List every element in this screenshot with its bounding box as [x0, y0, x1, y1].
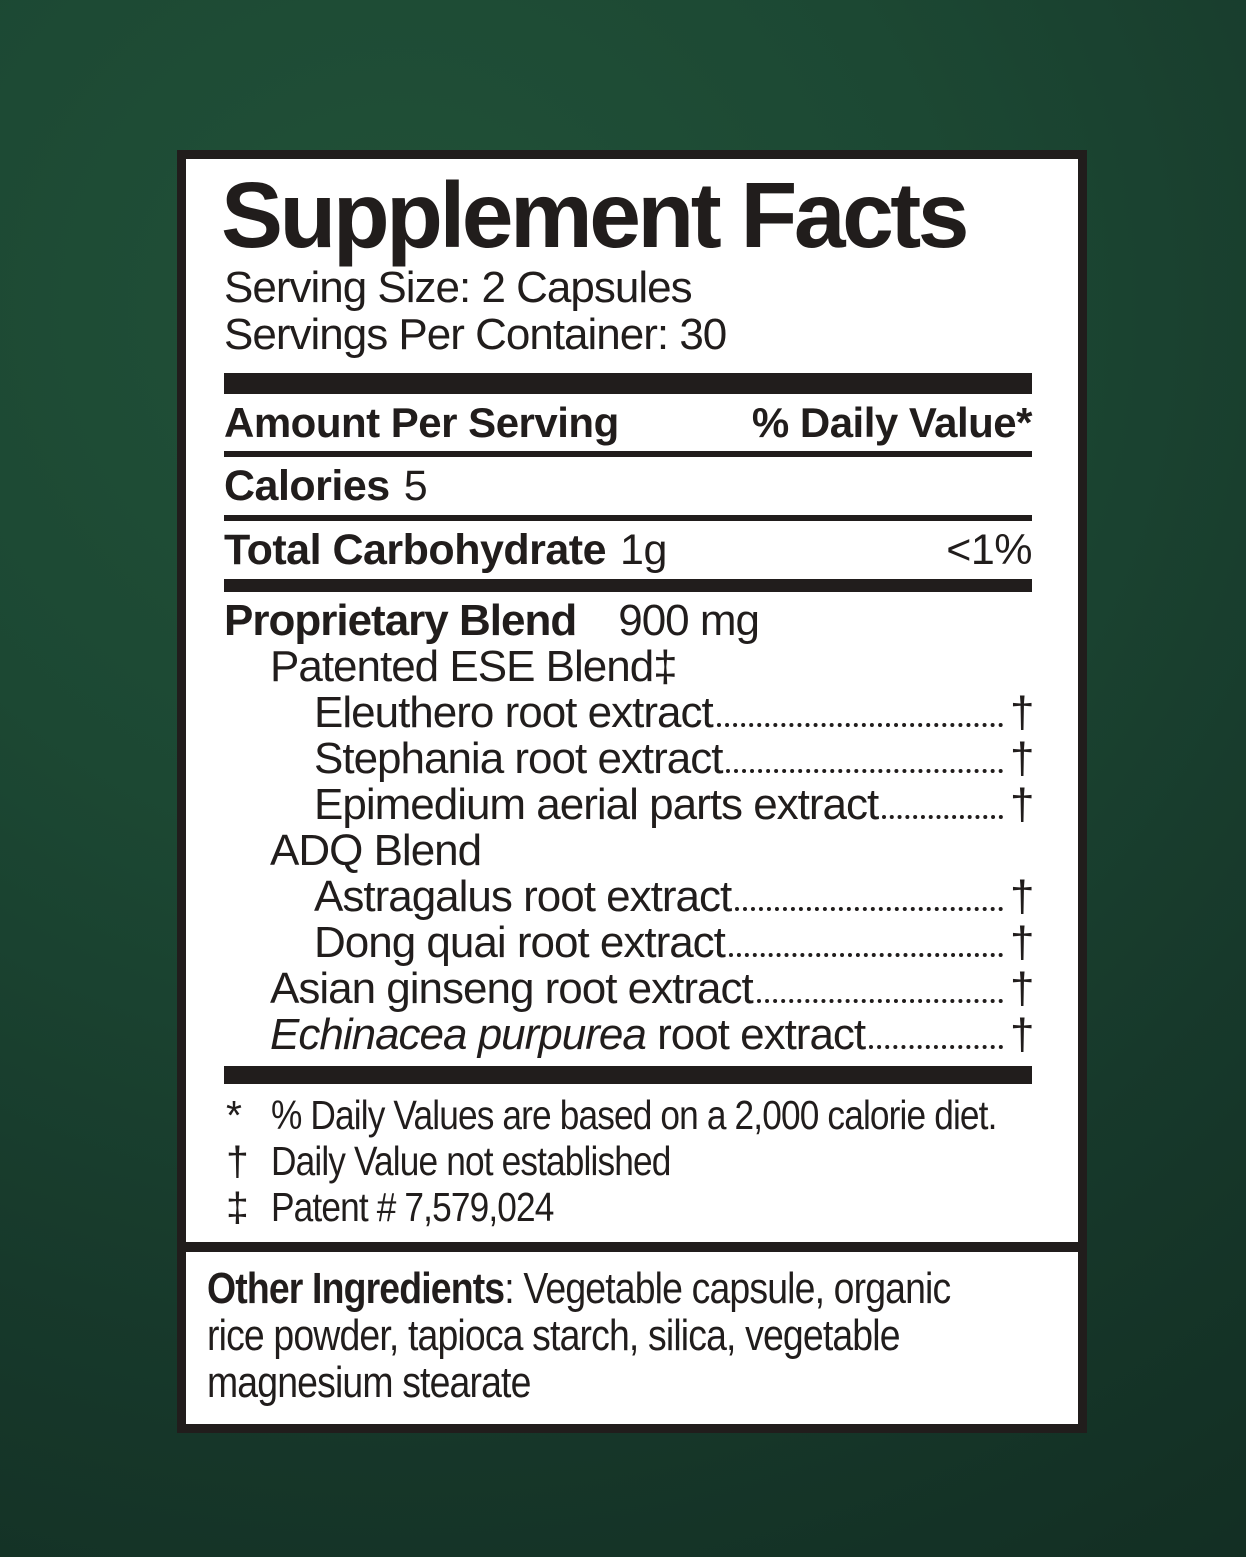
blend-ingredient-row [224, 920, 1032, 966]
calories-value: 5 [403, 461, 428, 510]
dagger-symbol: † [1010, 780, 1034, 829]
dagger-symbol: † [1010, 872, 1034, 921]
other-ingredients-line-1 [207, 1265, 1058, 1312]
carb-dv: <1% [946, 525, 1032, 574]
dot-leader [869, 1012, 1003, 1049]
calories-label: Calories [224, 461, 390, 510]
footnote-row [224, 1092, 1032, 1138]
calories-row [224, 457, 1032, 515]
thick-separator-mid [224, 579, 1032, 592]
blend-name: Proprietary Blend [224, 596, 577, 645]
dagger-symbol: † [1010, 918, 1034, 967]
panel-title: Supplement Facts [221, 163, 966, 267]
supplement-facts-panel [177, 150, 1087, 1433]
footnote-row [224, 1184, 1032, 1230]
blend-ingredient-row [224, 736, 1032, 782]
thick-separator-bottom [224, 1066, 1032, 1084]
calories-label-amount [224, 462, 427, 511]
other-ingredients-line-3-text: magnesium stearate [207, 1358, 531, 1407]
blend-amount: 900 mg [618, 596, 759, 645]
footnotes [224, 1084, 1032, 1230]
footnote-row [224, 1138, 1032, 1184]
blend-subgroup-row [224, 828, 1032, 874]
servings-per-container: Servings Per Container: 30 [224, 310, 727, 359]
blend-ingredient-row [224, 966, 1032, 1012]
dot-leader [735, 874, 1003, 911]
dot-leader [757, 966, 1003, 1003]
blend-ingredient-row [224, 874, 1032, 920]
ingredient-name: Astragalus root extract [314, 872, 732, 921]
section-divider [186, 1242, 1078, 1252]
ingredient-name: Asian ginseng root extract [270, 964, 753, 1013]
other-ingredients-rest: : Vegetable capsule, organic [504, 1264, 951, 1313]
other-ingredients-line-2-text: rice powder, tapioca starch, silica, vegetable [207, 1311, 900, 1360]
ingredient-name: Stephania root extract [314, 734, 723, 783]
supplement-facts-main [186, 159, 1078, 1242]
ingredient-name: Dong quai root extract [314, 918, 725, 967]
total-carbohydrate-row [224, 521, 1032, 579]
dot-leader [726, 736, 1003, 773]
serving-size: Serving Size: 2 Capsules [224, 263, 692, 312]
subblend-name: Patented ESE Blend‡ [270, 642, 677, 691]
ingredient-name: Epimedium aerial parts extract [314, 780, 879, 829]
carb-label: Total Carbohydrate [224, 525, 607, 574]
dagger-symbol: † [1010, 734, 1034, 783]
dot-leader [729, 920, 1003, 957]
footnote-text: % Daily Values are based on a 2,000 calorie diet. [271, 1092, 997, 1138]
other-ingredients-label: Other Ingredients [207, 1264, 505, 1313]
dagger-symbol: † [1010, 688, 1034, 737]
dagger-symbol: † [1010, 1010, 1034, 1059]
dagger-symbol: † [1010, 964, 1034, 1013]
ingredient-name [224, 1012, 865, 1058]
footnote-symbol: * [226, 1092, 241, 1138]
footnote-text: Daily Value not established [271, 1138, 671, 1184]
blend-header-row [224, 598, 1032, 644]
subblend-name: ADQ Blend [270, 826, 482, 875]
footnote-symbol: † [226, 1138, 248, 1184]
carb-label-amount [224, 526, 667, 575]
blend-ingredient-row [224, 1012, 1032, 1058]
carb-value: 1g [620, 525, 667, 574]
blend-ingredient-row [224, 690, 1032, 736]
other-ingredients-line-2 [207, 1312, 1058, 1359]
other-ingredients-section [186, 1252, 1078, 1424]
daily-value-header: % Daily Value* [751, 398, 1032, 446]
other-ingredients-line-3 [207, 1359, 1058, 1406]
proprietary-blend-section [224, 592, 1032, 1058]
thick-separator-top [224, 373, 1032, 394]
amount-per-serving-header: Amount Per Serving [224, 398, 619, 446]
ingredient-name: Eleuthero root extract [314, 688, 713, 737]
footnote-symbol: ‡ [226, 1184, 248, 1230]
ingredient-name-rest: root extract [645, 1010, 866, 1059]
blend-subgroup-row [224, 644, 1032, 690]
column-header-row [224, 394, 1032, 451]
dot-leader [717, 690, 1003, 727]
dot-leader [882, 782, 1003, 819]
other-ingredients-line-1-text [207, 1265, 950, 1312]
footnote-text: Patent # 7,579,024 [271, 1184, 554, 1230]
ingredient-latin-name: Echinacea purpurea [270, 1010, 646, 1059]
blend-ingredient-row [224, 782, 1032, 828]
